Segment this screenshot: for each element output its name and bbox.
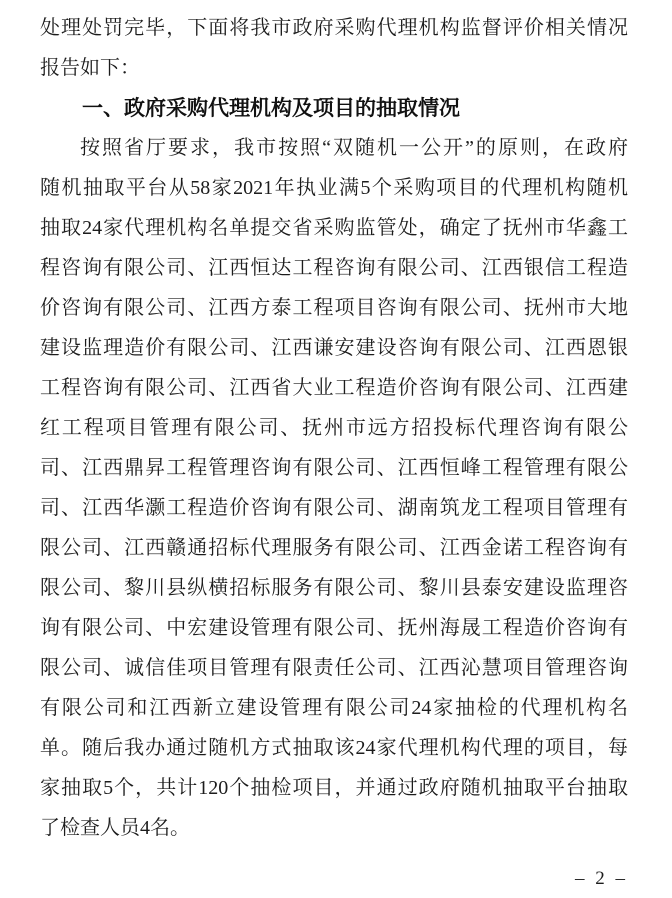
text-line: 限公司、江西赣通招标代理服务有限公司、江西金诺工程咨询有 xyxy=(40,537,628,559)
text-line: 价咨询有限公司、江西方泰工程项目咨询有限公司、抚州市大地 xyxy=(40,297,628,319)
text-line: 限公司、黎川县纵横招标服务有限公司、黎川县泰安建设监理咨 xyxy=(40,577,628,599)
text-line: 程咨询有限公司、江西恒达工程咨询有限公司、江西银信工程造 xyxy=(40,257,628,279)
section-heading: 一、政府采购代理机构及项目的抽取情况 xyxy=(82,96,460,120)
text-line: 司、江西华灏工程造价咨询有限公司、湖南筑龙工程项目管理有 xyxy=(40,497,628,519)
text-line: 随机抽取平台从58家2021年执业满5个采购项目的代理机构随机 xyxy=(40,177,628,199)
text-line: 红工程项目管理有限公司、抚州市远方招投标代理咨询有限公 xyxy=(40,417,628,439)
body-paragraph xyxy=(40,128,628,848)
text-line: 报告如下： xyxy=(40,57,140,79)
text-line: 有限公司和江西新立建设管理有限公司24家抽检的代理机构名 xyxy=(40,697,628,719)
text-line: 家抽取5个，共计120个抽检项目，并通过政府随机抽取平台抽取 xyxy=(40,777,628,799)
text-line: 司、江西鼎昇工程管理咨询有限公司、江西恒峰工程管理有限公 xyxy=(40,457,628,479)
text-line: 限公司、诚信佳项目管理有限责任公司、江西沁慧项目管理咨询 xyxy=(40,657,628,679)
intro-paragraph xyxy=(40,8,628,88)
document-body xyxy=(40,8,628,848)
text-line: 建设监理造价有限公司、江西谦安建设咨询有限公司、江西恩银 xyxy=(40,337,628,359)
text-line: 单。随后我办通过随机方式抽取该24家代理机构代理的项目，每 xyxy=(40,737,628,759)
text-line: 工程咨询有限公司、江西省大业工程造价咨询有限公司、江西建 xyxy=(40,377,628,399)
text-line: 处理处罚完毕，下面将我市政府采购代理机构监督评价相关情况 xyxy=(40,17,628,39)
text-line: 抽取24家代理机构名单提交省采购监管处，确定了抚州市华鑫工 xyxy=(40,217,628,239)
page-number: – 2 – xyxy=(575,868,628,889)
text-line: 询有限公司、中宏建设管理有限公司、抚州海晟工程造价咨询有 xyxy=(40,617,628,639)
text-line: 了检查人员4名。 xyxy=(40,817,190,839)
text-line: 按照省厅要求，我市按照“双随机一公开”的原则，在政府 xyxy=(80,137,628,159)
